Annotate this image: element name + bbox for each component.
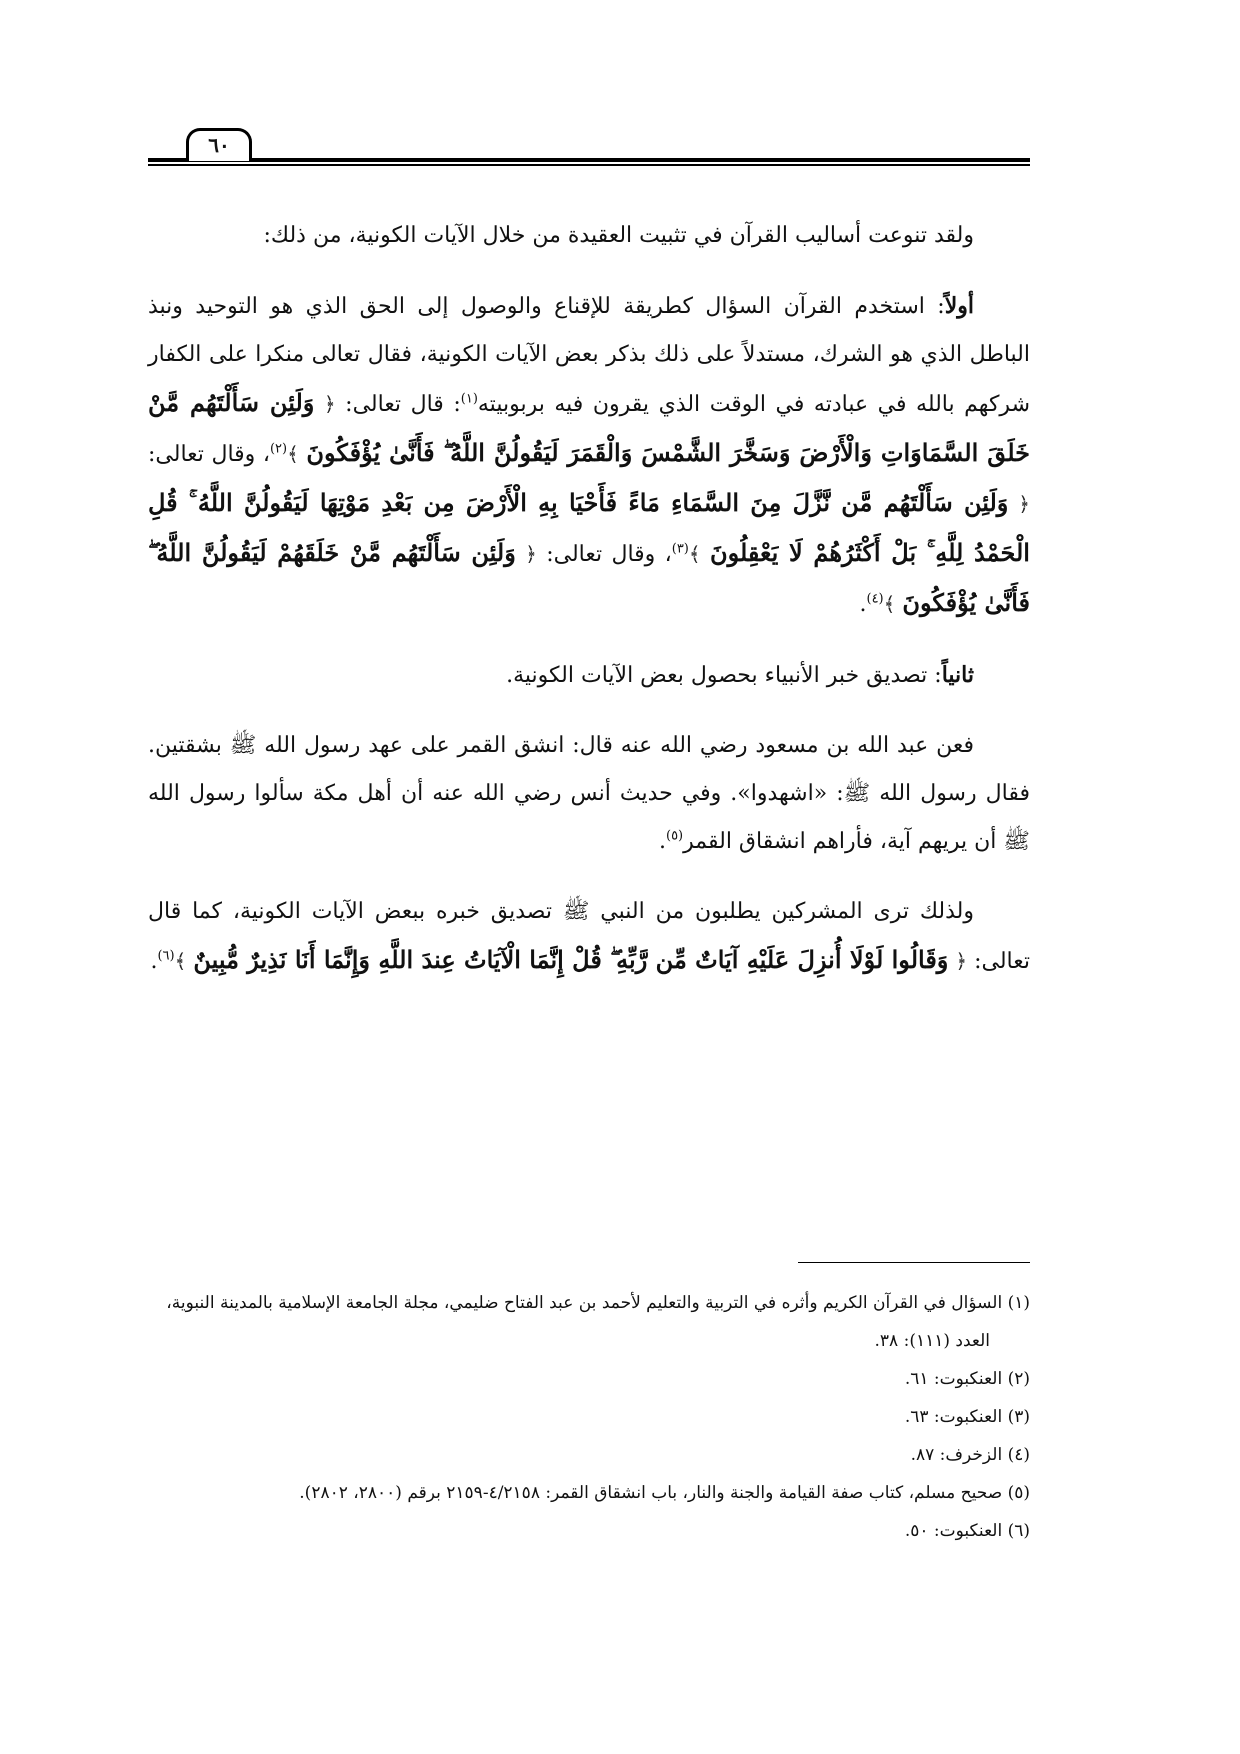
fourth-text: ولذلك ترى المشركين يطلبون من النبي ﷺ تصديق خبره ببعض الآيات الكونية، كما قال تعالى: xyxy=(148,899,1030,974)
hadith-text: فعن عبد الله بن مسعود رضي الله عنه قال: انشق القمر على عهد رسول الله ﷺ بشقتين. فقال رسول الله ﷺ: «اشهدوا». وفي حديث أنس رضي الله عنه أن أهل مكة سألوا رسول الله ﷺ أن يريهم آية، فأراهم انشقاق القمر xyxy=(148,733,1030,854)
footnotes xyxy=(148,1284,1030,1550)
ornate-bracket-close: ﴾ xyxy=(883,592,896,616)
first-lead: أولاً xyxy=(944,293,974,319)
quran-verse-2: وَلَئِن سَأَلْتَهُم مَّن نَّزَّلَ مِنَ السَّمَاءِ مَاءً فَأَحْيَا بِهِ الْأَرْضَ مِن بَعْدِ مَوْتِهَا لَيَقُولُنَّ اللَّهُ ۚ قُلِ الْحَمْدُ لِلَّهِ ۚ بَلْ أَكْثَرُهُمْ لَا يَعْقِلُونَ xyxy=(148,488,1030,567)
footnote-ref-6[interactable]: (٦) xyxy=(157,948,175,964)
intro-paragraph: ولقد تنوعت أساليب القرآن في تثبيت العقيدة من خلال الآيات الكونية، من ذلك: xyxy=(263,223,974,248)
footnote-2: (٢) العنكبوت: ٦١. xyxy=(904,1369,1030,1389)
hadith-text-end: . xyxy=(658,829,666,854)
footnote-separator xyxy=(798,1262,1030,1263)
header-rule-thick xyxy=(148,158,1030,162)
footnote-ref-3[interactable]: (٣) xyxy=(671,541,689,557)
quran-verse-3: وَلَئِن سَأَلْتَهُم مَّنْ خَلَقَهُمْ لَيَقُولُنَّ اللَّهُ ۖ فَأَنَّىٰ يُؤْفَكُونَ xyxy=(148,538,1030,617)
footnote-ref-5[interactable]: (٥) xyxy=(665,828,684,844)
ornate-bracket-open: ﴿ xyxy=(525,542,537,566)
footnote-6: (٦) العنكبوت: ٥٠. xyxy=(904,1521,1030,1541)
ornate-bracket-open: ﴿ xyxy=(955,949,968,973)
quran-verse-4: وَقَالُوا لَوْلَا أُنزِلَ عَلَيْهِ آيَاتٌ مِّن رَّبِّهِ ۖ قُلْ إِنَّمَا الْآيَاتُ عِندَ اللَّهِ وَإِنَّمَا أَنَا نَذِيرٌ مُّبِينٌ xyxy=(193,945,949,974)
paragraph-first xyxy=(148,282,1030,629)
footnote-5: (٥) صحيح مسلم، كتاب صفة القيامة والجنة والنار، باب انشقاق القمر: ٤/٢١٥٨-٢١٥٩ برقم (٢٨٠٠، ٢٨٠٢). xyxy=(299,1483,1030,1503)
paragraph-fourth xyxy=(148,888,1030,986)
paragraph-second xyxy=(148,651,1030,700)
first-text-4: ، وقال تعالى: xyxy=(536,542,672,567)
quran-verse-1: وَلَئِن سَأَلْتَهُم مَّنْ خَلَقَ السَّمَاوَاتِ وَالْأَرْضَ وَسَخَّرَ الشَّمْسَ وَالْقَمَرَ لَيَقُولُنَّ اللَّهُ ۖ فَأَنَّىٰ يُؤْفَكُونَ xyxy=(148,388,1031,467)
page-header xyxy=(148,128,1030,168)
fourth-text-end: . xyxy=(150,949,158,974)
second-lead: ثانياً xyxy=(941,662,974,688)
ornate-bracket-open: ﴿ xyxy=(1018,492,1030,516)
paragraph-hadith xyxy=(148,722,1030,866)
first-text-2: : قال تعالى: xyxy=(335,392,461,417)
footnote-ref-1[interactable]: (١) xyxy=(460,391,478,407)
footnote-4: (٤) الزخرف: ٨٧. xyxy=(910,1445,1030,1465)
ornate-bracket-close: ﴾ xyxy=(174,949,187,973)
footnote-ref-4[interactable]: (٤) xyxy=(866,591,884,607)
footnote-ref-2[interactable]: (٢) xyxy=(269,441,288,457)
ornate-bracket-close: ﴾ xyxy=(688,542,701,566)
header-rule-thin xyxy=(148,164,1030,166)
footnote-1-continued: العدد (١١١): ٣٨. xyxy=(874,1331,990,1351)
ornate-bracket-close: ﴾ xyxy=(287,442,299,466)
first-text-1: : استخدم القرآن السؤال كطريقة للإقناع والوصول إلى الحق الذي هو التوحيد ونبذ الباطل الذي هو الشرك، مستدلاً على ذلك بذكر بعض الآيات الكونية، فقال تعالى منكرا على الكفار شركهم بالله في عبادته في الوقت الذي يقرون فيه بربوبيته xyxy=(148,294,1030,417)
main-text xyxy=(148,212,1030,1008)
ornate-bracket-open: ﴿ xyxy=(323,392,336,416)
second-text: : تصديق خبر الأنبياء بحصول بعض الآيات الكونية. xyxy=(506,663,942,688)
footnote-3: (٣) العنكبوت: ٦٣. xyxy=(904,1407,1030,1427)
first-text-5: . xyxy=(859,592,867,617)
first-text-3: ، وقال تعالى: xyxy=(148,442,270,467)
page-number: ٦٠ xyxy=(186,128,252,161)
footnote-1: (١) السؤال في القرآن الكريم وأثره في التربية والتعليم لأحمد بن عبد الفتاح ضليمي، مجلة الجامعة الإسلامية بالمدينة النبوية، xyxy=(166,1293,1030,1313)
